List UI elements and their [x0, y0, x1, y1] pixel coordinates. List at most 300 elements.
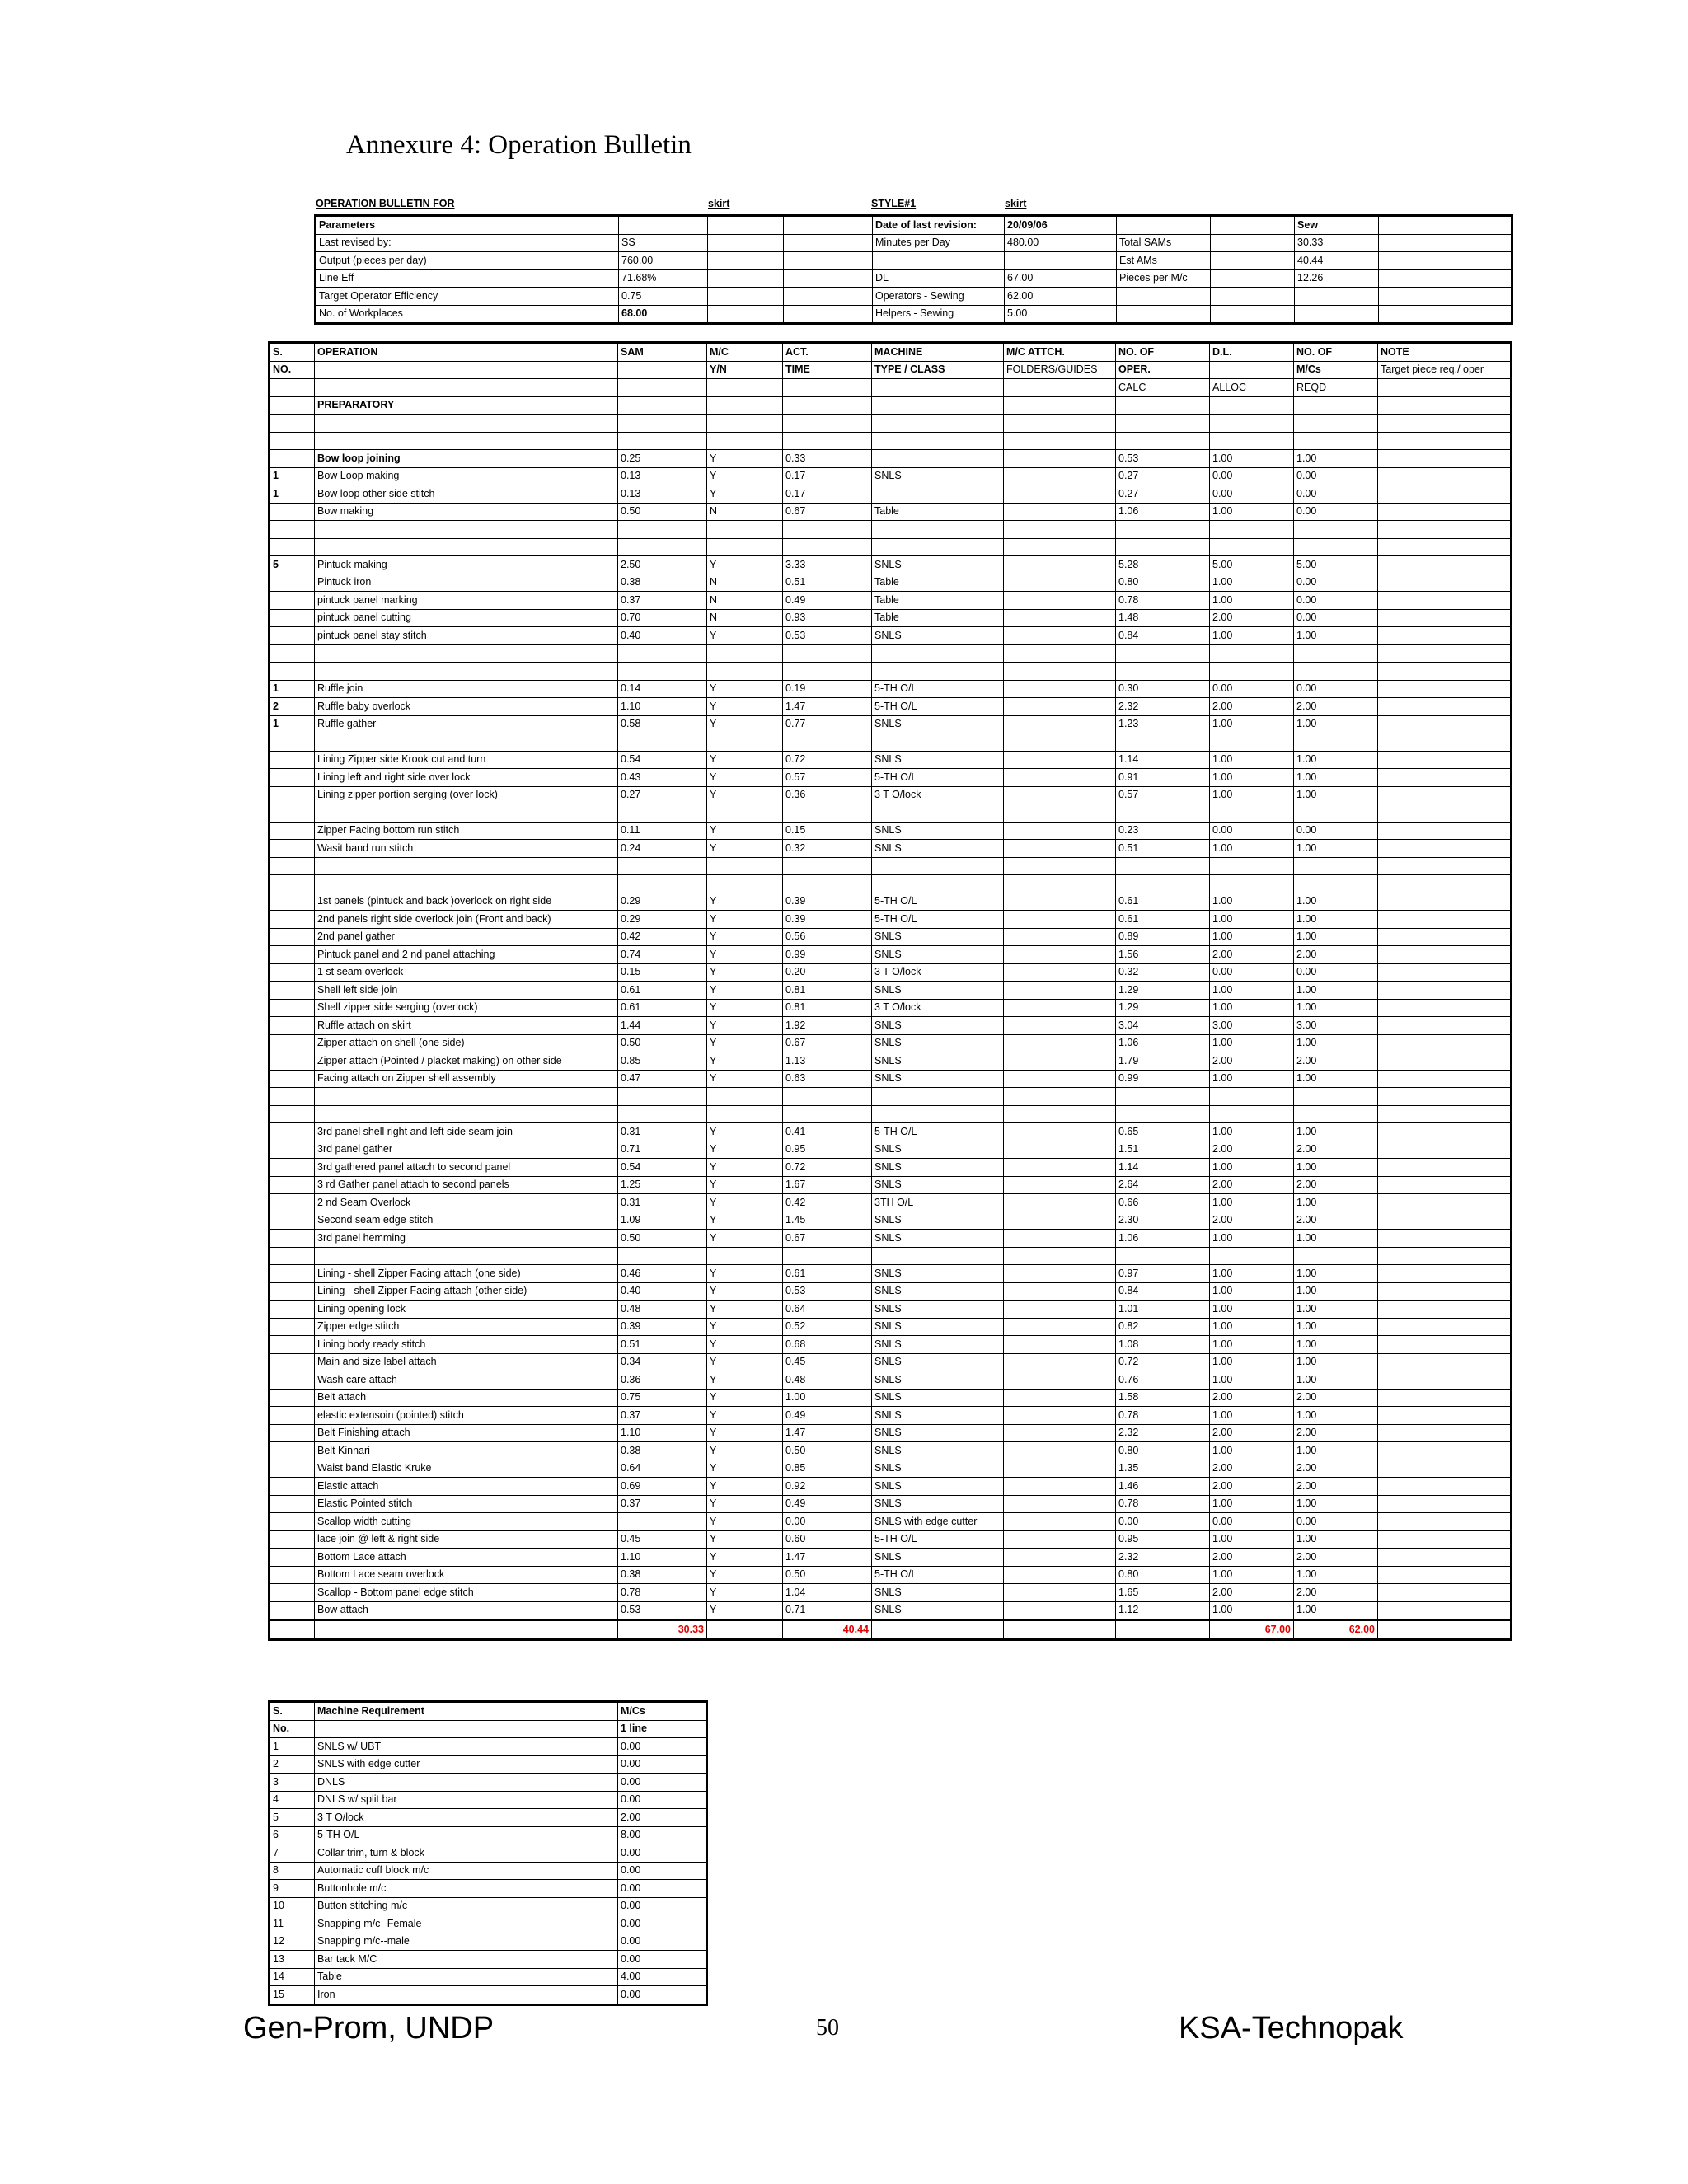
table-cell [618, 663, 707, 681]
table-cell [1378, 663, 1512, 681]
table-cell: 0.40 [618, 627, 707, 645]
table-cell: 5-TH O/L [872, 911, 1004, 929]
table-cell: 5-TH O/L [315, 1826, 618, 1844]
table-cell: Y [707, 1371, 783, 1390]
table-cell [618, 1105, 707, 1123]
table-cell: Y [707, 1230, 783, 1248]
table-cell: 2.32 [1116, 1549, 1210, 1567]
table-cell [270, 1212, 315, 1230]
table-cell: 0.75 [619, 288, 708, 306]
table-cell [1294, 644, 1378, 663]
table-row [270, 1052, 1512, 1071]
table-row [270, 1194, 1512, 1212]
table-cell [1378, 1336, 1512, 1354]
table-cell: 1.00 [1210, 1442, 1294, 1460]
table-cell [618, 1088, 707, 1106]
table-cell: Target Operator Efficiency [316, 288, 619, 306]
table-row [270, 1123, 1512, 1141]
table-row [270, 467, 1512, 485]
table-cell [1004, 1017, 1116, 1035]
table-cell: Y [707, 680, 783, 698]
table-cell: Shell left side join [315, 982, 618, 1000]
header-cell: M/C ATTCH. [1004, 343, 1116, 362]
table-cell [1004, 982, 1116, 1000]
table-cell [1378, 1442, 1512, 1460]
table-cell: 0.43 [618, 769, 707, 787]
table-cell: SNLS [872, 1389, 1004, 1407]
table-cell [1378, 751, 1512, 769]
table-cell [1004, 751, 1116, 769]
table-cell: 0.42 [783, 1194, 872, 1212]
table-cell: Bow loop joining [315, 450, 618, 468]
table-cell [270, 1530, 315, 1549]
table-cell: M/Cs [618, 1702, 707, 1721]
table-cell [315, 804, 618, 823]
table-cell [1211, 252, 1295, 270]
table-cell: 8.00 [618, 1826, 707, 1844]
table-cell [1004, 1194, 1116, 1212]
table-cell: 0.78 [618, 1584, 707, 1602]
table-cell [1378, 911, 1512, 929]
table-cell: 3 rd Gather panel attach to second panels [315, 1176, 618, 1194]
table-row [270, 1880, 707, 1898]
table-cell: Y [707, 1141, 783, 1159]
table-cell: 2 [270, 698, 315, 716]
table-cell [1378, 485, 1512, 504]
table-row [270, 1738, 707, 1756]
table-cell: Main and size label attach [315, 1353, 618, 1371]
table-cell: 0.00 [618, 1880, 707, 1898]
table-cell: 0.31 [618, 1194, 707, 1212]
table-cell: 1.00 [1294, 840, 1378, 858]
table-cell [784, 305, 873, 324]
table-cell: 1.25 [618, 1176, 707, 1194]
table-cell [1294, 521, 1378, 539]
table-cell [270, 840, 315, 858]
table-cell: 0.68 [783, 1336, 872, 1354]
table-row [270, 1915, 707, 1933]
table-cell: 2.00 [1294, 946, 1378, 964]
header-cell: ACT. [783, 343, 872, 362]
table-cell: Belt Kinnari [315, 1442, 618, 1460]
table-cell [270, 1584, 315, 1602]
table-cell [1378, 644, 1512, 663]
table-cell [707, 875, 783, 893]
table-cell: 1.00 [1294, 1194, 1378, 1212]
table-row [270, 521, 1512, 539]
table-cell: 2.00 [1210, 1176, 1294, 1194]
header-cell: MACHINE [872, 343, 1004, 362]
table-cell [1004, 1034, 1116, 1052]
total-cell: 40.44 [783, 1620, 872, 1640]
table-cell [872, 804, 1004, 823]
table-row [270, 1584, 1512, 1602]
table-row [270, 840, 1512, 858]
table-cell: Y [707, 1052, 783, 1071]
table-cell: 1.09 [618, 1212, 707, 1230]
table-cell [1378, 1318, 1512, 1336]
table-row [270, 999, 1512, 1017]
table-cell [872, 415, 1004, 433]
table-cell [315, 1247, 618, 1265]
table-cell [1378, 857, 1512, 875]
table-cell [270, 1247, 315, 1265]
table-cell [1378, 1407, 1512, 1425]
table-cell: 1.23 [1116, 715, 1210, 733]
table-cell: SNLS [872, 1034, 1004, 1052]
table-cell: 2.00 [1294, 1389, 1378, 1407]
table-row [270, 751, 1512, 769]
total-cell [315, 1620, 618, 1640]
table-cell [1116, 396, 1210, 415]
table-cell: 1.00 [1210, 450, 1294, 468]
table-row [270, 928, 1512, 946]
table-cell [1378, 1088, 1512, 1106]
table-cell [1116, 875, 1210, 893]
table-cell [270, 1389, 315, 1407]
table-cell: 0.00 [1294, 592, 1378, 610]
table-cell: Y [707, 1212, 783, 1230]
table-cell: Y [707, 1123, 783, 1141]
table-cell: 0.11 [618, 822, 707, 840]
table-cell [783, 733, 872, 752]
table-cell: 0.72 [783, 1159, 872, 1177]
table-cell: SNLS [872, 928, 1004, 946]
table-cell: 5.00 [1294, 556, 1378, 574]
table-cell: Y [707, 1301, 783, 1319]
table-cell: 5-TH O/L [872, 769, 1004, 787]
parameter-row [316, 269, 1512, 288]
table-cell: 1.45 [783, 1212, 872, 1230]
table-cell [618, 733, 707, 752]
header-cell [783, 379, 872, 397]
table-cell: 0.61 [1116, 911, 1210, 929]
table-cell: 0.61 [783, 1265, 872, 1283]
table-cell: Automatic cuff block m/c [315, 1862, 618, 1880]
table-cell [270, 1478, 315, 1496]
table-cell: 2.00 [1294, 698, 1378, 716]
table-cell [1004, 1389, 1116, 1407]
table-row [270, 1247, 1512, 1265]
table-cell: Y [707, 911, 783, 929]
table-cell [1004, 875, 1116, 893]
table-row [270, 485, 1512, 504]
table-row [270, 450, 1512, 468]
table-row [270, 1105, 1512, 1123]
table-cell: 0.66 [1116, 1194, 1210, 1212]
table-cell: 0.00 [618, 1951, 707, 1969]
table-cell [1378, 1549, 1512, 1567]
table-cell: 0.48 [618, 1301, 707, 1319]
table-cell [1294, 415, 1378, 433]
table-cell: Y [707, 715, 783, 733]
table-cell [270, 875, 315, 893]
table-cell [1210, 1105, 1294, 1123]
table-cell [872, 538, 1004, 556]
table-cell: Y [707, 1566, 783, 1584]
table-header-row [270, 361, 1512, 379]
table-cell: 5-TH O/L [872, 680, 1004, 698]
table-cell [315, 857, 618, 875]
table-cell [872, 485, 1004, 504]
table-cell: 1.00 [1294, 1318, 1378, 1336]
table-cell: 1.00 [1210, 1194, 1294, 1212]
table-cell [1004, 1247, 1116, 1265]
table-cell [1378, 1495, 1512, 1513]
header-cell [1210, 361, 1294, 379]
table-cell: 0.00 [1210, 680, 1294, 698]
table-cell: Parameters [316, 216, 619, 235]
table-cell [1378, 928, 1512, 946]
table-cell: SNLS [872, 751, 1004, 769]
table-cell: DL [873, 269, 1005, 288]
table-cell: 0.51 [1116, 840, 1210, 858]
table-row [270, 857, 1512, 875]
table-cell [872, 663, 1004, 681]
table-cell [1378, 698, 1512, 716]
table-cell [270, 1460, 315, 1478]
table-cell: 2 nd Seam Overlock [315, 1194, 618, 1212]
table-cell: 1.13 [783, 1052, 872, 1071]
table-cell [1378, 1212, 1512, 1230]
table-cell: 1.46 [1116, 1478, 1210, 1496]
table-cell: 3 T O/lock [315, 1809, 618, 1827]
table-cell: 1.12 [1116, 1601, 1210, 1620]
table-cell: 2.00 [1210, 698, 1294, 716]
table-cell [270, 396, 315, 415]
table-cell: 40.44 [1295, 252, 1379, 270]
table-cell: 0.84 [1116, 1282, 1210, 1301]
table-cell [315, 733, 618, 752]
header-cell: NOTE [1378, 343, 1512, 362]
table-cell: 1.00 [1210, 751, 1294, 769]
table-cell: 0.63 [783, 1070, 872, 1088]
table-cell: 1.00 [1210, 1230, 1294, 1248]
table-cell: Y [707, 556, 783, 574]
header-cell: ALLOC [1210, 379, 1294, 397]
table-cell: 1.00 [1210, 627, 1294, 645]
table-cell [270, 804, 315, 823]
table-cell: 0.52 [783, 1318, 872, 1336]
table-cell: Last revised by: [316, 234, 619, 252]
table-cell: 2.00 [1210, 1141, 1294, 1159]
table-cell [1116, 538, 1210, 556]
table-cell: 1.00 [1210, 1371, 1294, 1390]
table-cell: SNLS [872, 1549, 1004, 1567]
table-cell: 2.00 [1294, 1141, 1378, 1159]
table-cell: 1.92 [783, 1017, 872, 1035]
table-cell: 0.00 [783, 1513, 872, 1531]
table-cell: 0.60 [783, 1530, 872, 1549]
table-cell [270, 450, 315, 468]
table-cell [1004, 415, 1116, 433]
table-cell: 480.00 [1005, 234, 1117, 252]
table-cell: DNLS [315, 1774, 618, 1792]
table-cell [708, 216, 784, 235]
table-cell: Scallop - Bottom panel edge stitch [315, 1584, 618, 1602]
table-cell: 1 [270, 1738, 315, 1756]
table-cell: 1.00 [1210, 1070, 1294, 1088]
table-cell: 1.00 [1210, 1353, 1294, 1371]
table-cell: Facing attach on Zipper shell assembly [315, 1070, 618, 1088]
table-cell: 1.00 [1294, 1070, 1378, 1088]
table-cell: Y [707, 450, 783, 468]
table-cell: Y [707, 751, 783, 769]
table-cell: 0.99 [1116, 1070, 1210, 1088]
table-cell: 0.00 [618, 1862, 707, 1880]
table-row [270, 415, 1512, 433]
table-cell [1004, 538, 1116, 556]
table-row [270, 769, 1512, 787]
table-cell: 0.67 [783, 1034, 872, 1052]
table-cell [1378, 592, 1512, 610]
table-cell: 1.00 [783, 1389, 872, 1407]
table-cell: Date of last revision: [873, 216, 1005, 235]
table-cell: 2.00 [1210, 1584, 1294, 1602]
table-cell: 1.00 [1294, 786, 1378, 804]
table-cell: 0.54 [618, 751, 707, 769]
table-cell: 0.00 [1294, 503, 1378, 521]
header-cell [618, 379, 707, 397]
table-cell: 0.92 [783, 1478, 872, 1496]
table-cell: 1.10 [618, 1549, 707, 1567]
table-cell [270, 1282, 315, 1301]
table-cell: 0.00 [1294, 609, 1378, 627]
table-cell [707, 857, 783, 875]
table-row [270, 1774, 707, 1792]
table-cell: 0.27 [1116, 485, 1210, 504]
table-cell [707, 733, 783, 752]
table-cell: Machine Requirement [315, 1702, 618, 1721]
table-cell: 0.56 [783, 928, 872, 946]
table-cell [1004, 574, 1116, 592]
header-cell: NO. [270, 361, 315, 379]
table-cell [1210, 644, 1294, 663]
table-cell [1004, 592, 1116, 610]
table-cell [707, 1088, 783, 1106]
table-cell [618, 432, 707, 450]
table-cell: 1.35 [1116, 1460, 1210, 1478]
table-cell [784, 216, 873, 235]
header-cell: M/C [707, 343, 783, 362]
table-cell: 1.00 [1210, 1034, 1294, 1052]
table-cell: 5-TH O/L [872, 698, 1004, 716]
parameters-table [314, 214, 1513, 325]
header-cell: REQD [1294, 379, 1378, 397]
table-cell [618, 538, 707, 556]
table-cell [270, 521, 315, 539]
table-cell: 2 [270, 1755, 315, 1774]
table-cell: Line Eff [316, 269, 619, 288]
table-cell [270, 1495, 315, 1513]
table-cell [315, 875, 618, 893]
table-cell: 1.00 [1210, 592, 1294, 610]
table-cell: Lining - shell Zipper Facing attach (other side) [315, 1282, 618, 1301]
table-cell: 1.14 [1116, 1159, 1210, 1177]
table-cell: SS [619, 234, 708, 252]
table-row [270, 1566, 1512, 1584]
table-cell [707, 1247, 783, 1265]
table-cell: 0.00 [618, 1915, 707, 1933]
table-row [270, 786, 1512, 804]
table-cell: 3rd panel hemming [315, 1230, 618, 1248]
table-cell: 3rd panel gather [315, 1141, 618, 1159]
total-cell [707, 1620, 783, 1640]
table-cell: 4.00 [618, 1968, 707, 1986]
table-cell [1004, 1353, 1116, 1371]
table-cell: 1 st seam overlock [315, 963, 618, 982]
table-cell: 2.00 [1294, 1460, 1378, 1478]
table-cell: 1.00 [1210, 982, 1294, 1000]
table-cell: lace join @ left & right side [315, 1530, 618, 1549]
table-cell: 1.00 [1210, 1265, 1294, 1283]
table-cell: 0.33 [783, 450, 872, 468]
table-cell: 1.00 [1294, 928, 1378, 946]
table-cell [1378, 840, 1512, 858]
table-cell [872, 1105, 1004, 1123]
table-row [270, 1424, 1512, 1442]
table-cell [1004, 663, 1116, 681]
table-cell: 0.80 [1116, 1442, 1210, 1460]
table-cell: SNLS with edge cutter [315, 1755, 618, 1774]
table-cell: Y [707, 1601, 783, 1620]
table-cell: 0.78 [1116, 592, 1210, 610]
table-cell: 1.00 [1294, 1371, 1378, 1390]
table-cell [270, 1017, 315, 1035]
footer-right: KSA-Technopak [1179, 2011, 1404, 2046]
table-cell: Belt attach [315, 1389, 618, 1407]
table-cell [1210, 521, 1294, 539]
table-cell: 14 [270, 1968, 315, 1986]
table-cell [1004, 698, 1116, 716]
table-cell [270, 1230, 315, 1248]
table-cell [1210, 396, 1294, 415]
table-cell [618, 857, 707, 875]
table-row [270, 574, 1512, 592]
table-row [270, 1862, 707, 1880]
table-cell: N [707, 592, 783, 610]
table-cell [1004, 1601, 1116, 1620]
table-cell: SNLS [872, 982, 1004, 1000]
table-cell: 2.00 [1210, 1389, 1294, 1407]
table-cell: 1.00 [1294, 450, 1378, 468]
table-cell: 1.00 [1210, 911, 1294, 929]
table-cell [784, 234, 873, 252]
header-cell: TIME [783, 361, 872, 379]
table-cell: 0.69 [618, 1478, 707, 1496]
table-row [270, 875, 1512, 893]
table-cell [1378, 1601, 1512, 1620]
style-label: STYLE#1 [871, 198, 917, 209]
table-cell: 1.00 [1210, 1301, 1294, 1319]
table-cell [315, 432, 618, 450]
table-cell: 1.00 [1294, 1301, 1378, 1319]
table-cell: 5 [270, 1809, 315, 1827]
table-cell [1004, 1318, 1116, 1336]
table-cell [1210, 432, 1294, 450]
table-row [270, 1442, 1512, 1460]
table-header-row [270, 379, 1512, 397]
table-row [270, 1407, 1512, 1425]
table-cell: 1.51 [1116, 1141, 1210, 1159]
table-cell [783, 1247, 872, 1265]
table-cell: Y [707, 1070, 783, 1088]
table-cell: 2.50 [618, 556, 707, 574]
table-cell: SNLS [872, 1070, 1004, 1088]
header-cell: S. [270, 343, 315, 362]
table-row [270, 1265, 1512, 1283]
table-cell: Y [707, 822, 783, 840]
